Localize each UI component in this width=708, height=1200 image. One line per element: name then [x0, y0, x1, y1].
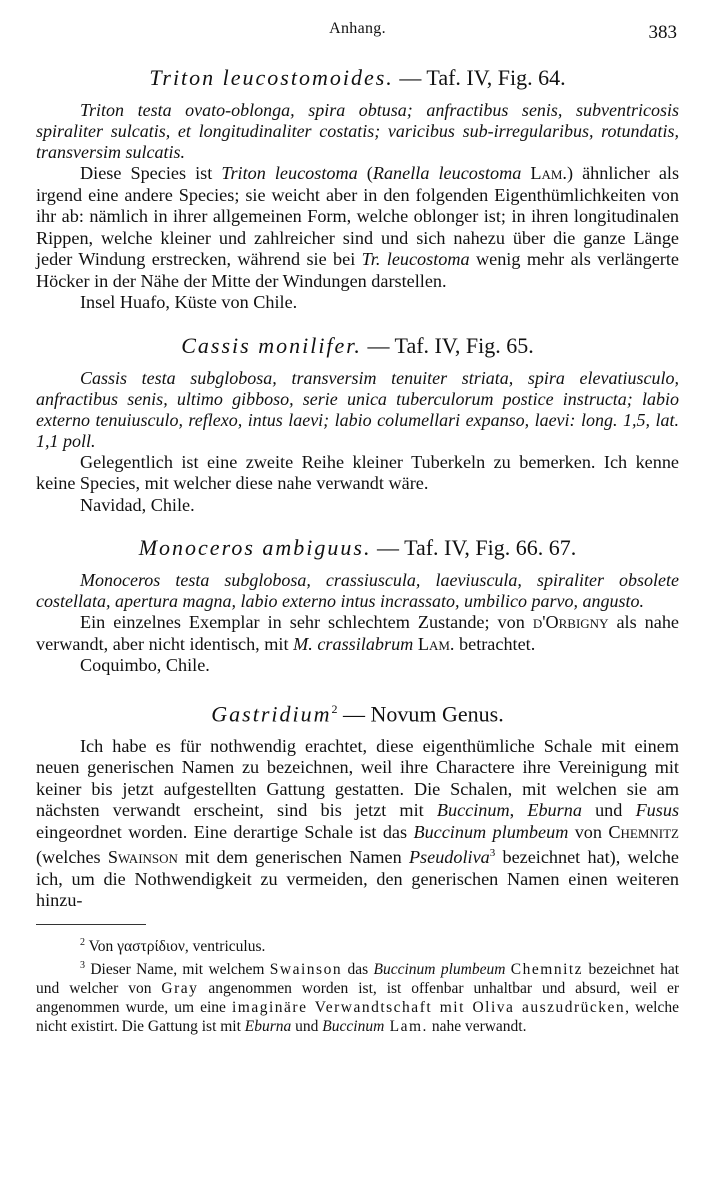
running-head-title: Anhang. [329, 20, 386, 37]
taxon-name: Fusus [635, 800, 680, 821]
text-run: (welches [36, 847, 108, 868]
author-name: Chemnitz [608, 821, 679, 842]
species-name: Monoceros ambiguus. [138, 535, 372, 560]
species-heading-cassis [36, 332, 679, 360]
footnote-text: , welche nicht existirt. Die Gattung ist mit [36, 999, 680, 1036]
text-run: wenig mehr als verlängerte Höcker in der Nähe der Mitte der Windungen darstellen. [36, 249, 679, 291]
taxon-name: Buccinum [322, 1018, 385, 1036]
latin-diagnosis: Cassis testa subglobosa, transversim tenuiter striata, spira elevatiusculo, anfractibus senis, ultimo gibboso, serie unica tuberculorum postice instructa; labio externo tenuiusculo, reflexo, intus laevi; labio columellari expanso, laevi: long. 1,5, lat. 1,1 poll. [36, 367, 679, 451]
locality: Insel Huafo, Küste von Chile. [80, 292, 298, 312]
author-name: Chemnitz [510, 961, 584, 979]
taxon-name: Triton leucostoma [221, 163, 358, 183]
emphasis-spaced: imaginäre Verwandtschaft mit Oliva auszudrücken [232, 999, 626, 1017]
author-name: Swainson [269, 961, 343, 979]
taxon-name: M. crassilabrum [293, 633, 414, 654]
species-name: Triton leucostomoides. [149, 65, 394, 90]
latin-diagnosis: Triton testa ovato-oblonga, spira obtusa; anfractibus senis, subventricosis spiraliter sulcatis, et longitudinaliter costatis; varicibus sub-irregularibus, rotundatis, transversim sulcatis. [36, 100, 679, 162]
author-abbrev: Lam. [413, 633, 455, 654]
text-run: , [509, 800, 528, 821]
text-run: betrachtet. [454, 633, 536, 654]
taxon-name: Eburna [244, 1018, 292, 1036]
taxon-name: Eburna [527, 800, 582, 821]
text-run: als nahe verwandt, aber nicht identisch, mit [36, 612, 679, 654]
taxon-name: Ranella leucostoma [372, 163, 522, 183]
text-run: Ich habe es für nothwendig erachtet, diese eigenthümliche Schale mit einem neuen generischen Namen zu bezeichnen, weil ihre Charactere ihre Vereinigung mit keiner bis jetzt aufgestellten Gattung gestatten. Die Schalen, mit welchen sie am nächsten verwandt erscheint, sind bis jetzt mit [36, 735, 679, 821]
footnote-mark: 2 [80, 936, 85, 948]
heading-dash: — [371, 535, 405, 560]
footnote-text: und [291, 1018, 323, 1036]
description-paragraph [36, 736, 679, 912]
description-paragraph [36, 163, 679, 292]
footnote-ref: 3 [489, 847, 496, 860]
locality: Navidad, Chile. [80, 494, 195, 515]
footnote-3 [36, 956, 679, 1036]
genus-name: Gastridium [211, 700, 332, 726]
genus-heading-gastridium [36, 695, 679, 728]
footnote-text: das [342, 961, 374, 979]
species-heading-monoceros [36, 534, 679, 562]
author-name: d'Orbigny [532, 612, 609, 632]
text-run: und [581, 800, 636, 821]
author-abbrev: Lam. [384, 1018, 428, 1036]
footnote-ref: 2 [331, 701, 338, 716]
text-run: ) ähnlicher als irgend eine andere Species; sie weicht aber in den folgenden Eigenthümlichkeiten von ihr ab: nämlich in ihrer allgemeinen Form, welche oblonger ist; in ihren longitudinalen Rippen, welche kleiner und zahlreicher sind und sich nahezu über die ganze Länge jeder Windung erstrecken, während sie bei [36, 163, 680, 269]
footnote-text: bezeichnet hat und welcher von [36, 961, 680, 998]
footnote-text: Von γαστρίδιον, ventriculus. [85, 938, 266, 956]
heading-dash: — [361, 332, 395, 358]
text-run: Diese Species ist [80, 163, 222, 183]
page-number: 383 [648, 22, 677, 43]
footnote-2 [36, 933, 679, 956]
description-paragraph [36, 612, 679, 655]
text-run: mit dem generischen Namen [177, 847, 409, 868]
text-run: von [568, 821, 609, 842]
plate-reference: Taf. IV, Fig. 66. 67. [404, 535, 577, 560]
footnote-mark: 3 [80, 960, 85, 972]
footnote-text: nahe verwandt. [427, 1018, 527, 1036]
running-header [36, 20, 679, 48]
footnote-text: angenommen worden ist, ist offenbar unhaltbar und absurd, weil er angenommen wurde, um eine [36, 980, 679, 1017]
taxon-name: Buccinum [436, 800, 510, 821]
plate-reference: Taf. IV, Fig. 65. [394, 332, 534, 358]
latin-diagnosis: Monoceros testa subglobosa, crassiuscula, laeviuscula, spiraliter obsolete costellata, apertura magna, labio externo intus incrassato, umbilico parvo, angusto. [36, 570, 679, 611]
author-abbrev: Lam. [521, 163, 567, 183]
footnote-divider [36, 924, 146, 925]
species-heading-triton [36, 64, 679, 92]
description-paragraph: Gelegentlich ist eine zweite Reihe kleiner Tuberkeln zu bemerken. Ich kenne keine Species, mit welcher diese nahe verwandt wäre. [36, 451, 679, 493]
author-name: Swainson [107, 847, 178, 868]
footnote-text: Dieser Name, mit welchem [85, 961, 270, 979]
locality: Coquimbo, Chile. [80, 655, 210, 675]
plate-reference: Taf. IV, Fig. 64. [426, 65, 566, 90]
heading-dash: — [337, 700, 371, 726]
taxon-name: Pseudoliva [408, 847, 490, 868]
text-run: ( [357, 163, 373, 183]
text-run: Ein einzelnes Exemplar in sehr schlechtem Zustande; von [80, 612, 533, 632]
text-run: eingeordnet worden. Eine derartige Schale ist das [36, 821, 414, 842]
taxon-name: Tr. leucostoma [361, 249, 470, 269]
genus-title: Novum Genus. [370, 700, 504, 726]
author-name: Gray [161, 980, 199, 998]
text-run: bezeichnet hat), welche ich, um die Nothwendigkeit zu vermeiden, den generischen Namen einen weiteren hinzu- [36, 847, 679, 911]
heading-dash: — [393, 65, 427, 90]
species-name: Cassis monilifer. [181, 332, 362, 358]
page [36, 20, 679, 1036]
taxon-name: Buccinum plumbeum [373, 961, 506, 979]
taxon-name: Buccinum plumbeum [413, 821, 569, 842]
